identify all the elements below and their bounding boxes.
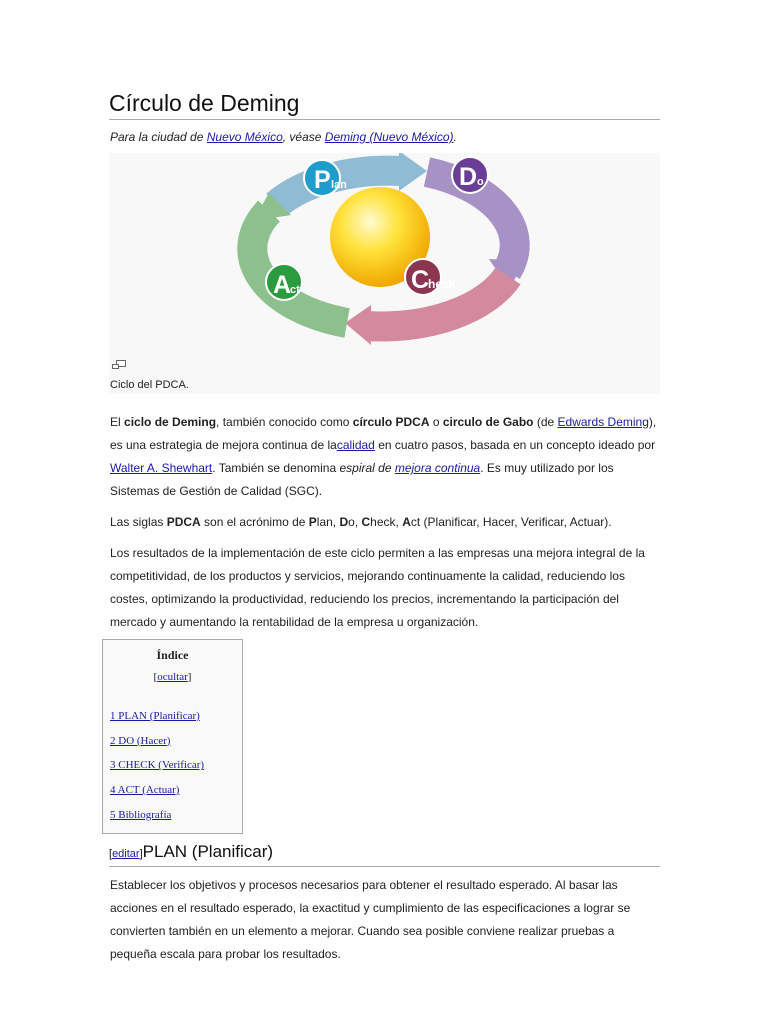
section-heading-plan [109, 836, 660, 867]
toc-link-do[interactable]: 2 DO (Hacer) [110, 734, 171, 747]
toc-item [110, 759, 204, 784]
deming-nuevo-mexico-link[interactable]: Deming (Nuevo México) [324, 130, 454, 144]
toc-link-act[interactable]: 4 ACT (Actuar) [110, 784, 180, 797]
toc-title: Índice [156, 648, 189, 662]
bold-term: circulo de Gabo [442, 415, 534, 429]
toc-link-bibliografia[interactable]: 5 Bibliografía [110, 808, 172, 821]
edit-section: [editar] [109, 848, 143, 860]
check-badge-suffix: heck [428, 277, 456, 291]
toc-item [110, 809, 204, 834]
do-badge [452, 157, 488, 193]
do-badge-letter: D [459, 163, 478, 191]
bold-term: PDCA [166, 515, 201, 529]
bold-term: ciclo de Deming [124, 415, 217, 429]
toc-hide-link[interactable]: ocultar [157, 671, 188, 683]
act-badge-suffix: ct [290, 284, 300, 296]
toc-item [110, 735, 204, 760]
hatnote-text: Para la ciudad de [110, 130, 207, 144]
plan-badge-letter: P [314, 166, 331, 194]
bold-term: círculo PDCA [352, 415, 430, 429]
plan-badge-suffix: lan [331, 179, 347, 191]
table-of-contents [102, 639, 243, 834]
do-badge-suffix: o [477, 176, 484, 188]
page-title: Círculo de Deming [109, 90, 660, 120]
toc-item [110, 710, 204, 735]
toc-link-plan[interactable]: 1 PLAN (Planificar) [110, 710, 200, 722]
pdca-diagram[interactable] [109, 153, 660, 353]
hatnote-text: , véase [282, 130, 325, 144]
mejora-continua-link[interactable]: mejora continua [394, 461, 481, 475]
results-paragraph: Los resultados de la implementación de este ciclo permiten a las empresas una mejora integral de la competitividad, de los productos y servicios, mejorando continuamente la calidad, reduciendo los costes, optimizando la productividad, reduciendo los precios, incrementando la participación del mercado y aumentando la rentabilidad de la empresa u organización. [110, 546, 645, 629]
siglas-paragraph: Las siglas PDCA son el acrónimo de Plan, Do, Check, Act (Planificar, Hacer, Verificar, Actuar). [110, 515, 612, 529]
intro-paragraph: El ciclo de Deming, también conocido como círculo PDCA o circulo de Gabo (de Edwards Deming), es una estrategia de mejora continua de lacalidad en cuatro pasos, basada en un concepto ideado por Walter A. Shewhart. También se denomina espiral de mejora continua. Es muy utilizado por los Sistemas de Gestión de Calidad (SGC). [110, 415, 657, 498]
toc-item [110, 784, 204, 809]
toc-toggle: [ocultar] [153, 671, 192, 683]
plan-arrow-head [399, 153, 427, 191]
check-badge [405, 259, 456, 295]
pdca-figure [109, 153, 660, 394]
toc-link-check[interactable]: 3 CHECK (Verificar) [110, 759, 205, 772]
calidad-link[interactable]: calidad [336, 438, 375, 452]
shewhart-link[interactable]: Walter A. Shewhart [110, 461, 213, 475]
magnify-icon[interactable] [112, 360, 126, 373]
check-badge-letter: C [411, 266, 430, 294]
edit-link[interactable]: editar [112, 848, 140, 860]
figure-caption: Ciclo del PDCA. [110, 379, 189, 391]
plan-paragraph: Establecer los objetivos y procesos necesarios para obtener el resultado esperado. Al basar las acciones en el resultado esperado, la exactitud y cumplimiento de las especificaciones a lograr se convierten también en un elemento a mejorar. Cuando sea posible conviene realizar pruebas a pequeña escala para probar los resultados. [110, 878, 631, 961]
hatnote [110, 130, 457, 144]
act-badge-letter: A [273, 271, 292, 299]
toc-list [110, 710, 204, 833]
act-badge [266, 264, 302, 300]
edwards-deming-link[interactable]: Edwards Deming [557, 415, 649, 429]
nuevo-mexico-link[interactable]: Nuevo México [206, 130, 283, 144]
hatnote-text: . [453, 130, 457, 144]
section-heading-text: PLAN (Planificar) [142, 842, 274, 861]
